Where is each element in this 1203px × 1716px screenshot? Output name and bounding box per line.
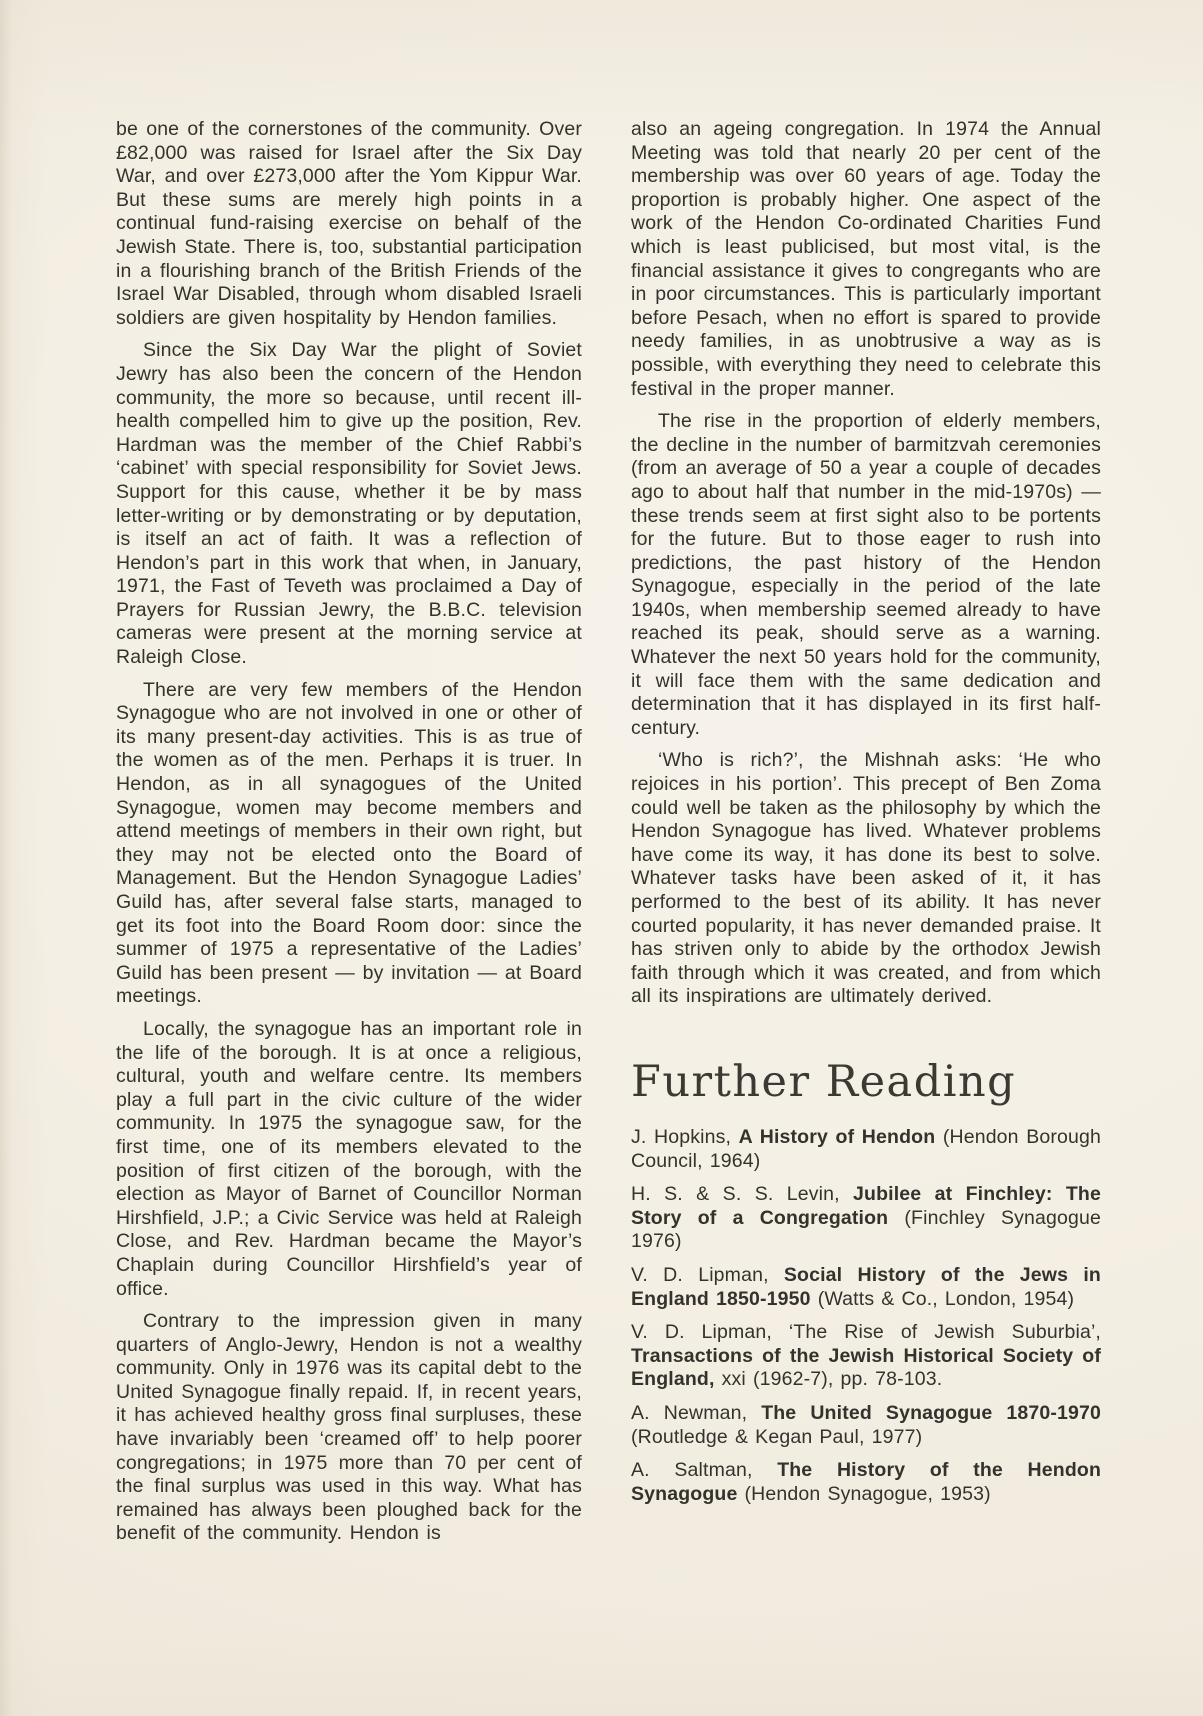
further-reading-heading: Further Reading xyxy=(631,1056,1017,1107)
reference-text: (Finchley Synagogue 1976) xyxy=(631,1206,1101,1253)
reference-text: (Hendon Synagogue, 1953) xyxy=(737,1482,991,1505)
right-column-paragraph-3: ‘Who is rich?’, the Mishnah asks: ‘He who rejoices in his portion’. This precept of Ben Zoma could well be taken as the philosophy by which the Hendon Synagogue has lived. Whatever problems have come its way, it has done its best to solve. Whatever tasks have been asked of it, it has performed to the best of its ability. It has never courted popularity, it has never demanded praise. It has striven only to abide by the orthodox Jewish faith through which it was created, and from which all its inspirations are ultimately derived. xyxy=(631,749,1101,1008)
reference-text: V. D. Lipman, ‘The Rise of Jewish Suburbia’, xyxy=(631,1321,1101,1344)
reference-text: (Watts & Co., London, 1954) xyxy=(810,1287,1075,1310)
reference-entry-2 xyxy=(631,1183,1101,1254)
left-column-paragraph-5: Contrary to the impression given in many quarters of Anglo-Jewry, Hendon is not a wealthy community. Only in 1976 was its capital debt to the United Synagogue finally repaid. If, in recent years, it has achieved healthy gross final surpluses, these have invariably been ‘creamed off’ to help poorer congregations; in 1975 more than 70 per cent of the final surplus was used in this way. What has remained has always been ploughed back for the benefit of the community. Hendon is xyxy=(116,1310,582,1545)
right-column-paragraphs xyxy=(631,118,1101,1009)
right-column-paragraph-2: The rise in the proportion of elderly members, the decline in the number of barmitzvah ceremonies (from an average of 50 a year a couple of decades ago to about half that number in the mid-1970s) — these trends seem at first sight also to be portents for the future. But to those eager to rush into predictions, the past history of the Hendon Synagogue, especially in the period of the late 1940s, when membership seemed already to have reached its peak, should serve as a warning. Whatever the next 50 years hold for the community, it will face them with the same dedication and determination that it has displayed in its first half-century. xyxy=(631,410,1101,739)
reference-text: J. Hopkins, xyxy=(631,1125,739,1148)
left-column-paragraph-1: be one of the cornerstones of the community. Over £82,000 was raised for Israel after the Six Day War, and over £273,000 after the Yom Kippur War. But these sums are merely high points in a continual fund-raising exercise on behalf of the Jewish State. There is, too, substantial participation in a flourishing branch of the British Friends of the Israel War Disabled, through whom disabled Israeli soldiers are given hospitality by Hendon families. xyxy=(116,118,582,329)
reference-entry-6 xyxy=(631,1459,1101,1506)
reference-text: V. D. Lipman, xyxy=(631,1263,784,1286)
reference-entry-5 xyxy=(631,1402,1101,1449)
right-text-column xyxy=(631,118,1101,1516)
reference-list xyxy=(631,1126,1101,1506)
reference-text: H. S. & S. S. Levin, xyxy=(631,1183,854,1206)
reference-title: Jubilee at Finchley: The Story of a Congregation xyxy=(631,1183,1101,1229)
left-column-paragraph-3: There are very few members of the Hendon Synagogue who are not involved in one or other of its many present-day activities. This is as true of the women as of the men. Perhaps it is truer. In Hendon, as in all synagogues of the United Synagogue, women may become members and attend meetings of members in their own right, but they may not be elected onto the Board of Management. But the Hendon Synagogue Ladies’ Guild has, after several false starts, managed to get its foot into the Board Room door: since the summer of 1975 a representative of the Ladies’ Guild has been present — by invitation — at Board meetings. xyxy=(116,678,582,1008)
reference-entry-4 xyxy=(631,1321,1101,1392)
reference-text: (Routledge & Kegan Paul, 1977) xyxy=(631,1425,923,1448)
reference-title: The History of the Hendon Synagogue xyxy=(631,1459,1102,1505)
right-column-paragraph-1: also an ageing congregation. In 1974 the Annual Meeting was told that nearly 20 per cent of the membership was over 60 years of age. Today the proportion is probably higher. One aspect of the work of the Hendon Co-ordinated Charities Fund which is least publicised, but most vital, is the financial assistance it gives to congregants who are in poor circumstances. This is particularly important before Pesach, when no effort is spared to provide needy families, in as unobtrusive a way as is possible, with everything they need to celebrate this festival in the proper manner. xyxy=(631,118,1101,400)
reference-title: Social History of the Jews in England 1850-1950 xyxy=(631,1263,1101,1310)
left-column-paragraph-2: Since the Six Day War the plight of Soviet Jewry has also been the concern of the Hendon community, the more so because, until recent ill-health compelled him to give up the position, Rev. Hardman was the member of the Chief Rabbi’s ‘cabinet’ with special responsibility for Soviet Jews. Support for this cause, whether it be by mass letter-writing or by demonstrating or by deputation, is itself an act of faith. It was a reflection of Hendon’s part in this work that when, in January, 1971, the Fast of Teveth was proclaimed a Day of Prayers for Russian Jewry, the B.B.C. television cameras were present at the morning service at Raleigh Close. xyxy=(116,339,582,669)
reference-text: (Hendon Borough Council, 1964) xyxy=(631,1125,1102,1172)
reference-title: Transactions of the Jewish Historical Society of England, xyxy=(631,1344,1101,1391)
reference-text: xxi (1962-7), pp. 78-103. xyxy=(714,1368,943,1391)
reference-text: A. Newman, xyxy=(631,1401,762,1424)
reference-title: A History of Hendon xyxy=(738,1125,936,1148)
reference-text: A. Saltman, xyxy=(631,1459,778,1482)
reference-entry-3 xyxy=(631,1264,1101,1311)
left-text-column xyxy=(116,118,582,1546)
left-column-paragraph-4: Locally, the synagogue has an important role in the life of the borough. It is at once a religious, cultural, youth and welfare centre. Its members play a full part in the civic culture of the wider community. In 1975 the synagogue saw, for the first time, one of its members elevated to the position of first citizen of the borough, with the election as Mayor of Barnet of Councillor Norman Hirshfield, J.P.; a Civic Service was held at Raleigh Close, and Rev. Hardman became the Mayor’s Chaplain during Councillor Hirshfield’s year of office. xyxy=(116,1017,582,1300)
reference-entry-1 xyxy=(631,1126,1101,1173)
reference-title: The United Synagogue 1870-1970 xyxy=(761,1401,1101,1424)
